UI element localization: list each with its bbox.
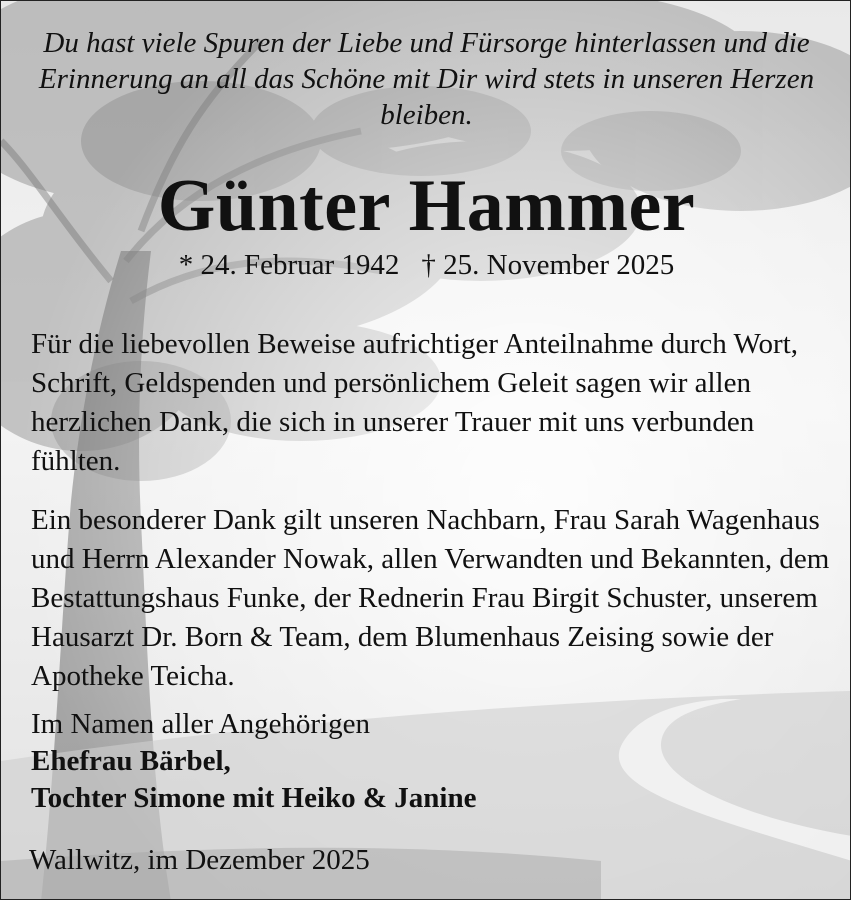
memorial-verse: Du hast viele Spuren der Liebe und Fürsorge hinterlassen und die Erinnerung an all das Schöne mit Dir wird stets in unseren Herzen bleiben. [38, 27, 815, 131]
birth-date: * 24. Februar 1942 [178, 249, 400, 281]
life-dates [1, 247, 851, 283]
signature-spouse: Ehefrau Bärbel, [31, 745, 231, 777]
signature-intro: Im Namen aller Angehörigen [31, 708, 371, 740]
death-date: † 25. November 2025 [421, 249, 675, 281]
signature-block [31, 706, 811, 817]
deceased-name: Günter Hammer [157, 165, 696, 247]
thanks-paragraph: Für die liebevollen Beweise aufrichtiger Anteilnahme durch Wort, Schrift, Geldspenden und persönlichem Geleit sagen wir allen herzlichen Dank, die sich in unserer Trauer mit uns verbunden fühlten. [31, 328, 799, 477]
special-thanks-paragraph: Ein besonderer Dank gilt unseren Nachbarn, Frau Sarah Wagenhaus und Herrn Alexander Nowak, allen Verwandten und Bekannten, dem Bestattungshaus Funke, der Rednerin Frau Birgit Schuster, unserem Hausarzt Dr. Born & Team, dem Blumenhaus Zeising sowie der Apotheke Teicha. [31, 504, 830, 692]
place-and-date: Wallwitz, im Dezember 2025 [29, 844, 370, 876]
signature-family: Tochter Simone mit Heiko & Janine [31, 782, 477, 814]
